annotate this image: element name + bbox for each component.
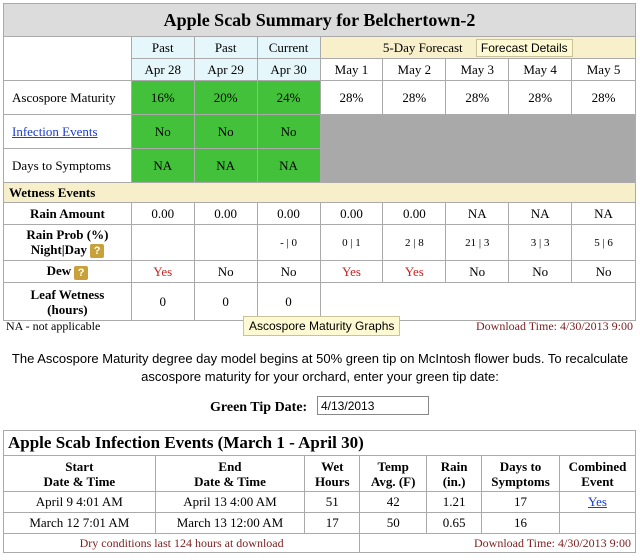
leaf-wetness-label-cell bbox=[4, 283, 132, 321]
col-rain bbox=[427, 456, 482, 492]
events-header-row bbox=[4, 456, 636, 492]
apple-scab-summary-table bbox=[3, 3, 636, 321]
rain-amount-label: Rain Amount bbox=[4, 203, 132, 225]
event-start: March 12 7:01 AM bbox=[4, 513, 156, 534]
col-rain-line2: (in.) bbox=[442, 473, 466, 489]
ascospore-value: 20% bbox=[194, 81, 257, 115]
event-rain: 1.21 bbox=[427, 492, 482, 513]
forecast-details-button[interactable]: Forecast Details bbox=[476, 39, 573, 57]
rain-prob-value: 0 | 1 bbox=[320, 225, 383, 261]
ascospore-maturity-graphs-button[interactable]: Ascospore Maturity Graphs bbox=[243, 316, 400, 336]
days-value: NA bbox=[194, 149, 257, 183]
rain-prob-value: - | 0 bbox=[257, 225, 320, 261]
rain-amount-value: 0.00 bbox=[194, 203, 257, 225]
col-days bbox=[482, 456, 560, 492]
infection-events-title: Apple Scab Infection Events (March 1 - April 30) bbox=[4, 431, 636, 456]
event-wet-hours: 51 bbox=[305, 492, 360, 513]
col-days-line1: Days to bbox=[499, 458, 542, 474]
col-wet-line1: Wet bbox=[321, 458, 344, 474]
infection-value: No bbox=[257, 115, 320, 149]
col-label-past-2: Past bbox=[194, 37, 257, 59]
infection-events-link[interactable]: Infection Events bbox=[12, 123, 98, 139]
rain-prob-label-cell bbox=[4, 225, 132, 261]
event-rain: 0.65 bbox=[427, 513, 482, 534]
leaf-wetness-forecast-blank bbox=[320, 283, 635, 321]
events-download-time: Download Time: 4/30/2013 9:00 bbox=[360, 534, 636, 553]
rain-prob-value: 21 | 3 bbox=[446, 225, 509, 261]
night-day-label: Night|Day bbox=[30, 241, 88, 257]
dew-label: Dew bbox=[46, 263, 72, 279]
forecast-unavailable-area bbox=[320, 115, 635, 183]
leaf-wetness-row bbox=[4, 283, 636, 321]
leaf-wetness-label: Leaf Wetness bbox=[30, 286, 105, 302]
combined-event-link[interactable]: Yes bbox=[588, 494, 607, 509]
col-days-line2: Symptoms bbox=[491, 473, 550, 489]
event-days: 17 bbox=[482, 492, 560, 513]
summary-title: Apple Scab Summary for Belchertown-2 bbox=[4, 4, 636, 37]
dew-value: No bbox=[572, 261, 636, 283]
event-combined bbox=[560, 513, 636, 534]
rain-amount-value: 0.00 bbox=[131, 203, 194, 225]
forecast-header bbox=[320, 37, 635, 59]
col-end-line1: End bbox=[218, 458, 242, 474]
col-combined-line2: Event bbox=[581, 473, 614, 489]
dew-value: No bbox=[257, 261, 320, 283]
na-note: NA - not applicable bbox=[6, 319, 101, 333]
dew-value: Yes bbox=[383, 261, 446, 283]
col-start bbox=[4, 456, 156, 492]
forecast-label: 5-Day Forecast bbox=[382, 39, 463, 55]
event-end: March 13 12:00 AM bbox=[155, 513, 305, 534]
dew-value: Yes bbox=[320, 261, 383, 283]
days-to-symptoms-label: Days to Symptoms bbox=[4, 149, 132, 183]
header-spacer bbox=[4, 37, 132, 81]
rain-amount-value: 0.00 bbox=[383, 203, 446, 225]
green-tip-date-input[interactable] bbox=[317, 396, 429, 415]
col-start-line2: Date & Time bbox=[43, 473, 116, 489]
rain-prob-value: 3 | 3 bbox=[509, 225, 572, 261]
event-wet-hours: 17 bbox=[305, 513, 360, 534]
col-end-line2: Date & Time bbox=[194, 473, 266, 489]
leaf-wetness-value: 0 bbox=[131, 283, 194, 321]
date-may-5: May 5 bbox=[572, 59, 636, 81]
infection-events-table bbox=[3, 430, 636, 553]
col-rain-line1: Rain bbox=[440, 458, 468, 474]
infection-row bbox=[4, 115, 636, 149]
date-apr-30: Apr 30 bbox=[257, 59, 320, 81]
rain-prob-value bbox=[194, 225, 257, 261]
events-footer-row bbox=[4, 534, 636, 553]
infection-value: No bbox=[194, 115, 257, 149]
rain-prob-value: 5 | 6 bbox=[572, 225, 636, 261]
ascospore-value: 16% bbox=[131, 81, 194, 115]
rain-amount-value: NA bbox=[572, 203, 636, 225]
event-start: April 9 4:01 AM bbox=[4, 492, 156, 513]
col-temp-line1: Temp bbox=[377, 458, 409, 474]
event-combined-cell bbox=[560, 492, 636, 513]
table-row bbox=[4, 492, 636, 513]
col-label-current: Current bbox=[257, 37, 320, 59]
table-row bbox=[4, 513, 636, 534]
ascospore-value: 28% bbox=[383, 81, 446, 115]
date-may-2: May 2 bbox=[383, 59, 446, 81]
event-temp: 50 bbox=[360, 513, 427, 534]
rain-amount-value: 0.00 bbox=[320, 203, 383, 225]
date-may-4: May 4 bbox=[509, 59, 572, 81]
leaf-wetness-value: 0 bbox=[257, 283, 320, 321]
days-value: NA bbox=[131, 149, 194, 183]
rain-prob-row bbox=[4, 225, 636, 261]
dry-conditions-note: Dry conditions last 124 hours at download bbox=[4, 534, 360, 553]
dew-label-cell bbox=[4, 261, 132, 283]
days-value: NA bbox=[257, 149, 320, 183]
col-temp bbox=[360, 456, 427, 492]
rain-amount-value: NA bbox=[446, 203, 509, 225]
event-days: 16 bbox=[482, 513, 560, 534]
col-combined bbox=[560, 456, 636, 492]
ascospore-row bbox=[4, 81, 636, 115]
date-apr-28: Apr 28 bbox=[131, 59, 194, 81]
col-end bbox=[155, 456, 305, 492]
infection-events-cell bbox=[4, 115, 132, 149]
ascospore-label: Ascospore Maturity bbox=[4, 81, 132, 115]
rain-prob-value bbox=[131, 225, 194, 261]
col-temp-line2: Avg. (F) bbox=[370, 473, 416, 489]
dew-help-icon[interactable]: ? bbox=[74, 266, 88, 280]
col-wet-line2: Hours bbox=[314, 473, 350, 489]
col-wet-hours bbox=[305, 456, 360, 492]
rain-prob-label: Rain Prob (%) bbox=[26, 226, 109, 242]
ascospore-value: 24% bbox=[257, 81, 320, 115]
model-description: The Ascospore Maturity degree day model begins at 50% green tip on McIntosh flower buds. To recalculate ascospore maturity for your orchard, enter your green tip date: bbox=[11, 351, 629, 384]
ascospore-value: 28% bbox=[509, 81, 572, 115]
col-start-line1: Start bbox=[65, 458, 94, 474]
wetness-events-header: Wetness Events bbox=[4, 183, 636, 203]
date-may-3: May 3 bbox=[446, 59, 509, 81]
rain-amount-value: 0.00 bbox=[257, 203, 320, 225]
dew-value: Yes bbox=[131, 261, 194, 283]
download-time: Download Time: 4/30/2013 9:00 bbox=[475, 319, 633, 333]
event-end: April 13 4:00 AM bbox=[155, 492, 305, 513]
infection-value: No bbox=[131, 115, 194, 149]
dew-value: No bbox=[194, 261, 257, 283]
ascospore-value: 28% bbox=[320, 81, 383, 115]
date-apr-29: Apr 29 bbox=[194, 59, 257, 81]
rain-prob-value: 2 | 8 bbox=[383, 225, 446, 261]
leaf-wetness-unit: (hours) bbox=[47, 301, 88, 317]
rain-amount-value: NA bbox=[509, 203, 572, 225]
col-label-past-1: Past bbox=[131, 37, 194, 59]
date-may-1: May 1 bbox=[320, 59, 383, 81]
ascospore-value: 28% bbox=[446, 81, 509, 115]
col-combined-line1: Combined bbox=[568, 458, 627, 474]
dew-value: No bbox=[509, 261, 572, 283]
rain-prob-help-icon[interactable]: ? bbox=[90, 244, 104, 258]
dew-value: No bbox=[446, 261, 509, 283]
rain-amount-row bbox=[4, 203, 636, 225]
event-temp: 42 bbox=[360, 492, 427, 513]
dew-row bbox=[4, 261, 636, 283]
green-tip-label: Green Tip Date: bbox=[210, 400, 308, 415]
leaf-wetness-value: 0 bbox=[194, 283, 257, 321]
ascospore-value: 28% bbox=[572, 81, 636, 115]
